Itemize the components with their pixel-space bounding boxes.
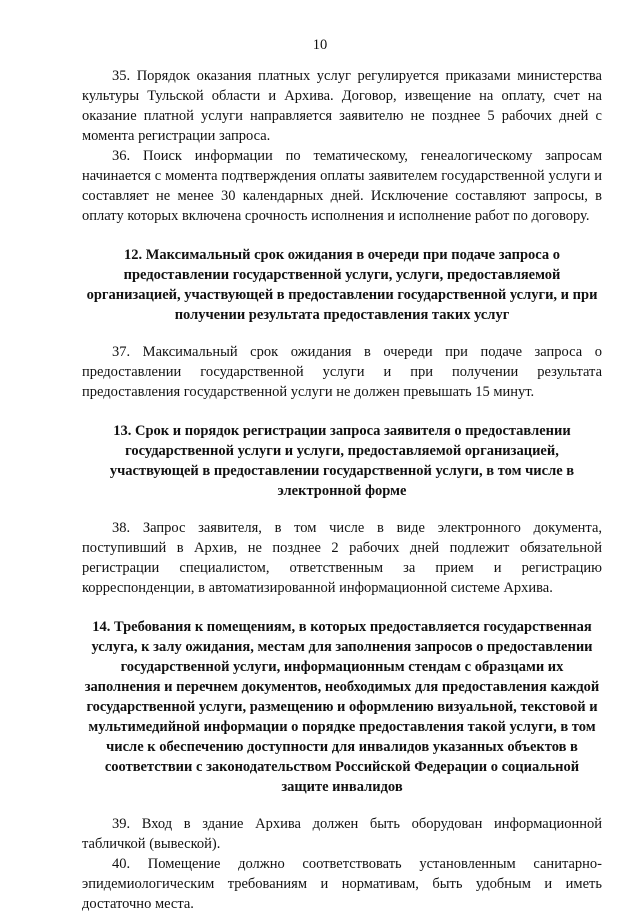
paragraph-39: 39. Вход в здание Архива должен быть оборудован информационной табличкой (вывеской).: [82, 816, 602, 852]
paragraph-35: 35. Порядок оказания платных услуг регулируется приказами министерства культуры Тульской области и Архива. Договор, извещение на оплату, счет на оказание платной услуги направляется заявителю не позднее 5 рабочих дней с момента регистрации запроса.: [82, 68, 602, 144]
paragraph-38: 38. Запрос заявителя, в том числе в виде электронного документа, поступивший в Архив, не позднее 2 рабочих дней подлежит обязательной регистрации специалистом, ответственным за прием и регистрацию корреспонденции, в автоматизированной информационной системе Архива.: [82, 520, 602, 596]
page-number: 10: [312, 37, 328, 53]
spacer: [82, 402, 602, 421]
spacer: [82, 598, 602, 617]
paragraph-36: 36. Поиск информации по тематическому, генеалогическому запросам начинается с момента подтверждения оплаты заявителем государственной услуги и составляет не менее 30 календарных дней. Исключение составляют запросы, в оплату которых включена срочность исполнения и исполнение работ по договору.: [82, 148, 602, 224]
spacer: [82, 325, 602, 342]
page-content: [82, 66, 602, 914]
paragraph-40: 40. Помещение должно соответствовать установленным санитарно-эпидемиологическим требованиям и нормативам, быть удобным и иметь достаточно места.: [82, 856, 602, 912]
section-heading-14: 14. Требования к помещениям, в которых предоставляется государственная услуга, к залу ожидания, местам для заполнения запросов о предоставлении государственной услуги, информационным стендам с образцами их заполнения и перечнем документов, необходимых для предоставления каждой государственной услуги, размещению и оформлению визуальной, текстовой и мультимедийной информации о порядке предоставления такой услуги, в том числе к обеспечению доступности для инвалидов указанных объектов в соответствии с законодательством Российской Федерации о социальной защите инвалидов: [84, 619, 600, 795]
spacer: [82, 501, 602, 518]
spacer: [82, 226, 602, 245]
spacer: [82, 797, 602, 814]
section-heading-13: 13. Срок и порядок регистрации запроса заявителя о предоставлении государственной услуги и услуги, предоставляемой организацией, участвующей в предоставлении государственной услуги, в том числе в электронной форме: [109, 423, 575, 499]
section-heading-12: 12. Максимальный срок ожидания в очереди при подаче запроса о предоставлении государственной услуги, услуги, предоставляемой организацией, участвующей в предоставлении государственной услуги, и при получении результата предоставления таких услуг: [86, 247, 598, 323]
paragraph-37: 37. Максимальный срок ожидания в очереди при подаче запроса о предоставлении государственной услуги и при получении результата предоставления государственной услуги не должен превышать 15 минут.: [82, 344, 602, 400]
